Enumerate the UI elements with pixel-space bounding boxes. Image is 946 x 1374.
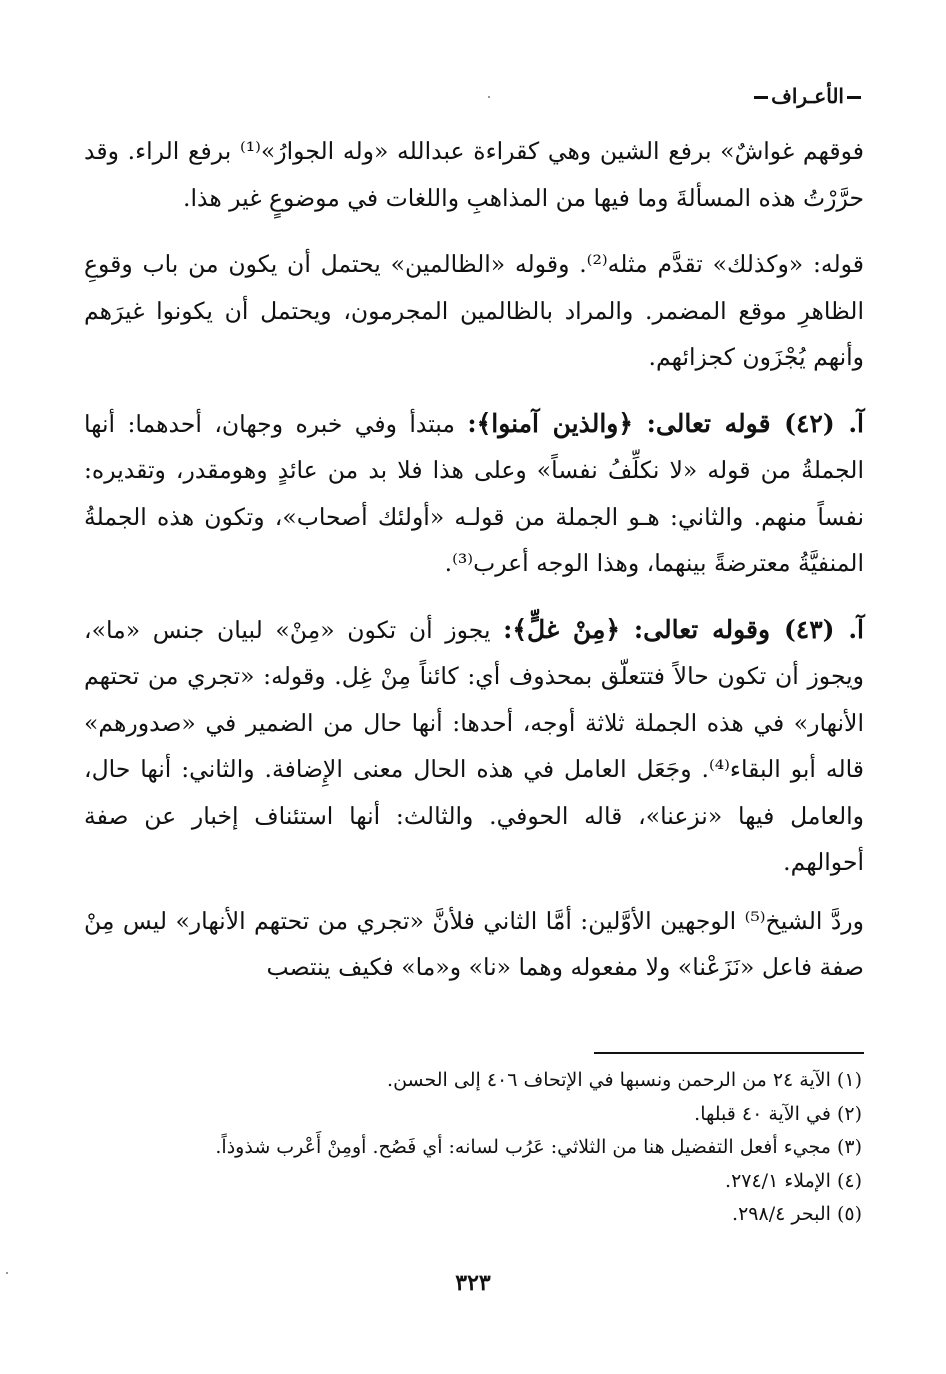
- paragraph-verse-42: [84, 401, 864, 587]
- paragraph: وردَّ الشيخ⁽⁵⁾ الوجهين الأوَّلين: أمَّا الثاني فلأنَّ «تجري من تحتهم الأنهار» ليس مِنْ صفة فاعل «نَزَعْنا» ولا مفعوله وهما «نا» و«ما» فكيف ينتصب: [84, 906, 864, 981]
- footnotes: [82, 1064, 862, 1232]
- header-title: الأعـراف: [771, 84, 844, 108]
- scan-speck: [6, 1272, 8, 1274]
- header-dash-left: [754, 96, 768, 99]
- footnote-item: (٣) مجيء أفعل التفضيل هنا من الثلاثي: عَرُب لسانه: أي فَصُح. أومِنْ أَعْرب شذوذاً.: [215, 1136, 862, 1158]
- paragraph: قوله: «وكذلك» تقدَّم مثله⁽²⁾. وقوله «الظالمين» يحتمل أن يكون من باب وقوعِ الظاهرِ موقع المضمر. والمراد بالظالمين المجرمون، ويحتمل أن يكونوا غيرَهم وأنهم يُجْزَون كجزائهم.: [84, 250, 864, 371]
- paragraph: فوقهم غواشٌ» برفع الشين وهي كقراءة عبدالله «وله الجوارُ»⁽¹⁾ برفع الراء. وقد حرَّرْتُ هذه المسألةَ وما فيها من المذاهبِ واللغات في موضوعٍ غير هذا.: [84, 137, 864, 212]
- paragraph-text: يجوز أن تكون «مِنْ» لبيان جنس «ما»، ويجوز أن تكون حالاً فتتعلّق بمحذوف أي: كائناً مِنْ غِل. وقوله: «تجري من تحتهم الأنهار» في هذه الجملة ثلاثة أوجه، أحدها: أنها حال من الضمير في «صدورهم» قاله أبو البقاء⁽⁴⁾. وجَعَل العامل في هذه الحال معنى الإِضافة. والثاني: أنها حال، والعامل فيها «نزعنا»، قاله الحوفي. والثالث: أنها استئناف إخبار عن صفة أحوالهم.: [84, 615, 865, 876]
- main-text: [84, 128, 864, 991]
- page-number: ٣٢٣: [455, 1270, 491, 1296]
- footnote-item: (٤) الإملاء ٢٧٤/١.: [725, 1169, 862, 1192]
- paragraph-verse-43: [84, 607, 864, 886]
- verse-heading: آ. (٤٢) قوله تعالى: ﴿والذين آمنوا﴾:: [467, 408, 864, 438]
- paragraph-text: مبتدأ وفي خبره وجهان، أحدهما: أنها الجملةُ من قوله «لا نكلِّفُ نفساً» وعلى هذا فلا بد من عائدٍ وهومقدر، وتقديره: نفساً منهم. والثاني: هـو الجملة من قولـه «أولئك أصحاب»، وتكون هذه الجملةُ المنفيَّةُ معترضةً بينهما، وهذا الوجه أعرب⁽³⁾.: [84, 409, 864, 577]
- running-header: [751, 84, 864, 108]
- footnote-divider: [594, 1052, 864, 1054]
- footnote-item: (٢) في الآية ٤٠ قبلها.: [694, 1102, 862, 1125]
- footnote-item: (١) الآية ٢٤ من الرحمن ونسبها في الإتحاف ٤٠٦ إلى الحسن.: [387, 1069, 862, 1091]
- scan-speck: [488, 96, 490, 98]
- verse-heading: آ. (٤٣) وقوله تعالى: ﴿مِنْ غلٍّ﴾:: [503, 614, 865, 644]
- header-dash-right: [847, 96, 861, 99]
- footnote-item: (٥) البحر ٢٩٨/٤.: [732, 1203, 862, 1225]
